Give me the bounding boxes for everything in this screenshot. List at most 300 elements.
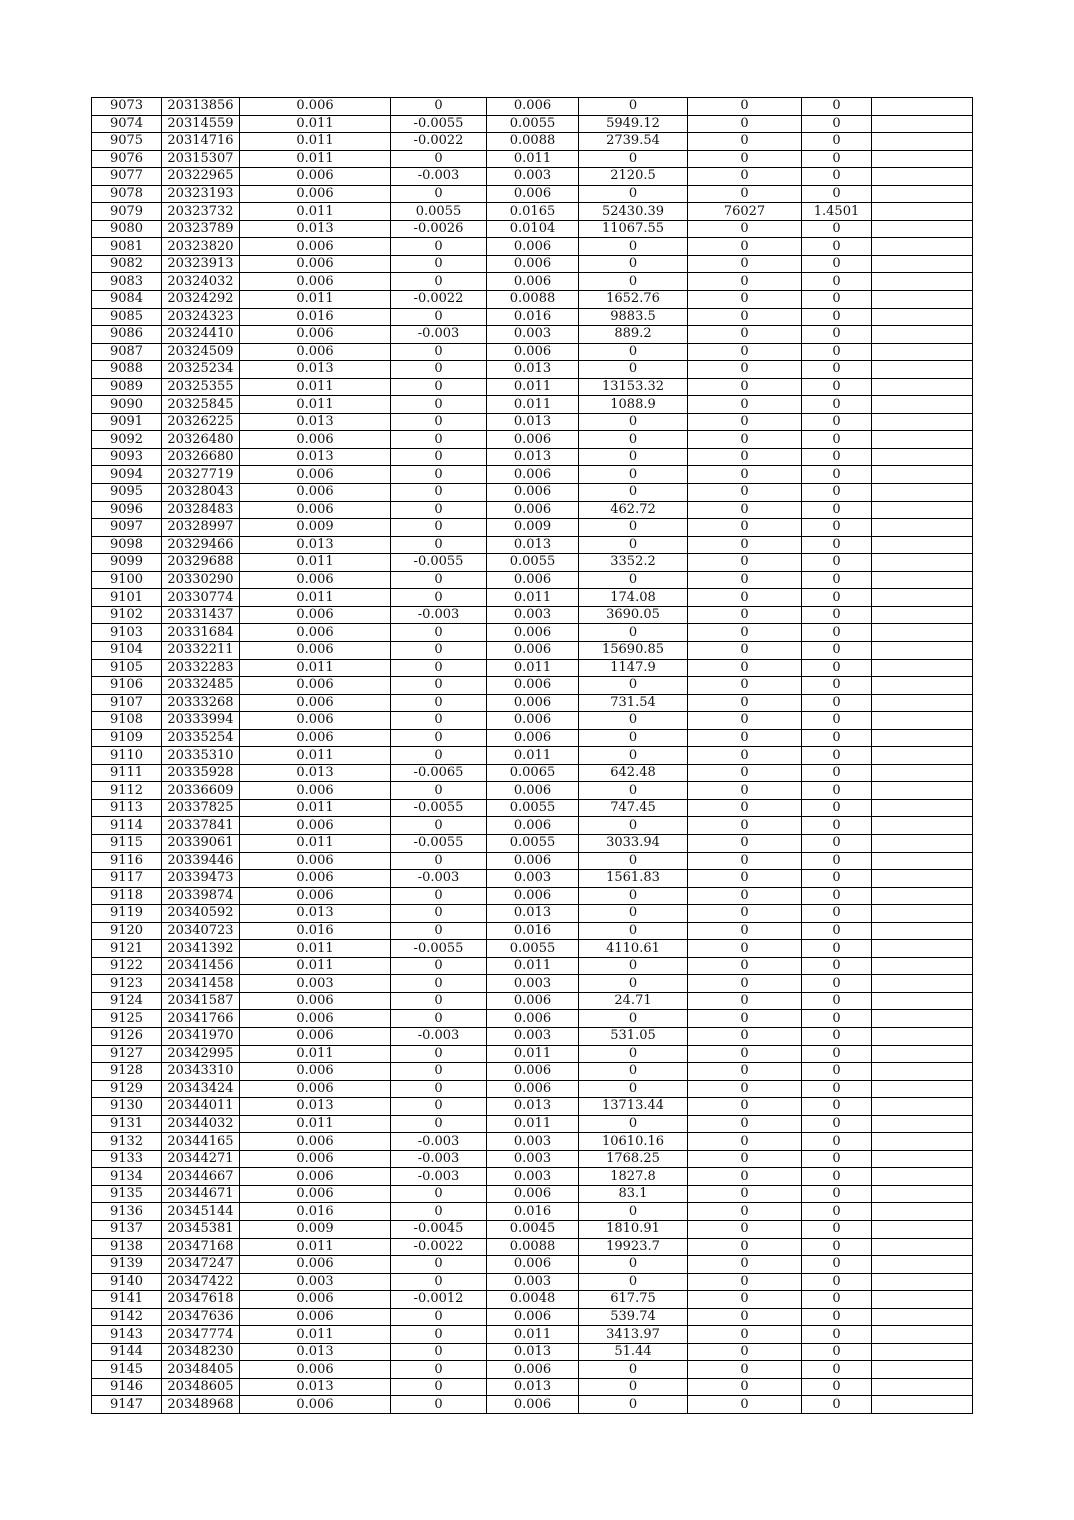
cell-record-id: 20344271 [162,1150,240,1168]
table-row [92,1010,973,1028]
cell-value-a: 0.006 [240,641,391,659]
cell-amount: 1827.8 [579,1168,688,1186]
cell-blank [872,1221,973,1239]
cell-value-a: 0.006 [240,992,391,1010]
cell-blank [872,185,973,203]
cell-value-a: 0.011 [240,378,391,396]
cell-count: 0 [688,1133,802,1151]
cell-value-b: 0 [391,1185,487,1203]
cell-ratio: 0 [802,98,872,116]
cell-value-a: 0.006 [240,326,391,344]
cell-row-number: 9089 [92,378,162,396]
cell-value-b: 0 [391,273,487,291]
cell-count: 0 [688,448,802,466]
cell-record-id: 20322965 [162,168,240,186]
cell-record-id: 20325355 [162,378,240,396]
cell-ratio: 0 [802,1221,872,1239]
cell-record-id: 20329688 [162,554,240,572]
cell-blank [872,554,973,572]
table-row [92,870,973,888]
cell-row-number: 9146 [92,1378,162,1396]
cell-ratio: 0 [802,1010,872,1028]
cell-value-b: 0 [391,1326,487,1344]
cell-blank [872,1133,973,1151]
cell-row-number: 9130 [92,1098,162,1116]
cell-count: 0 [688,1256,802,1274]
table-row [92,1063,973,1081]
cell-ratio: 0 [802,220,872,238]
cell-amount: 3352.2 [579,554,688,572]
cell-ratio: 0 [802,729,872,747]
cell-blank [872,291,973,309]
cell-count: 0 [688,817,802,835]
cell-value-b: 0 [391,905,487,923]
cell-record-id: 20343310 [162,1063,240,1081]
cell-blank [872,834,973,852]
cell-row-number: 9113 [92,799,162,817]
cell-record-id: 20340723 [162,922,240,940]
cell-count: 0 [688,834,802,852]
cell-ratio: 0 [802,571,872,589]
cell-blank [872,1063,973,1081]
cell-value-a: 0.011 [240,589,391,607]
cell-value-b: 0 [391,659,487,677]
cell-amount: 3033.94 [579,834,688,852]
cell-count: 0 [688,150,802,168]
cell-amount: 11067.55 [579,220,688,238]
cell-value-b: 0 [391,922,487,940]
cell-record-id: 20341392 [162,940,240,958]
table-row [92,291,973,309]
table-row [92,343,973,361]
cell-count: 0 [688,1308,802,1326]
table-row [92,115,973,133]
cell-count: 0 [688,115,802,133]
cell-blank [872,589,973,607]
cell-record-id: 20344011 [162,1098,240,1116]
cell-count: 0 [688,1203,802,1221]
cell-value-b: 0 [391,1378,487,1396]
cell-value-b: 0 [391,396,487,414]
cell-value-b: 0 [391,782,487,800]
cell-amount: 0 [579,677,688,695]
cell-count: 0 [688,1396,802,1414]
cell-record-id: 20314559 [162,115,240,133]
cell-ratio: 0 [802,870,872,888]
cell-row-number: 9127 [92,1045,162,1063]
table-row [92,887,973,905]
data-table [91,97,973,1414]
cell-value-b: 0 [391,484,487,502]
cell-count: 0 [688,1326,802,1344]
table-row [92,1291,973,1309]
cell-value-b: -0.0022 [391,291,487,309]
cell-amount: 1147.9 [579,659,688,677]
cell-count: 0 [688,922,802,940]
cell-blank [872,957,973,975]
cell-amount: 0 [579,1273,688,1291]
cell-row-number: 9107 [92,694,162,712]
cell-count: 0 [688,361,802,379]
cell-value-a: 0.006 [240,887,391,905]
cell-value-a: 0.006 [240,1256,391,1274]
cell-row-number: 9102 [92,606,162,624]
cell-blank [872,484,973,502]
cell-count: 0 [688,1063,802,1081]
cell-value-b: -0.0022 [391,133,487,151]
cell-value-a: 0.006 [240,677,391,695]
cell-count: 0 [688,1221,802,1239]
table-row [92,922,973,940]
cell-blank [872,238,973,256]
cell-record-id: 20335310 [162,747,240,765]
cell-row-number: 9101 [92,589,162,607]
cell-amount: 0 [579,571,688,589]
cell-blank [872,361,973,379]
cell-blank [872,378,973,396]
cell-amount: 83.1 [579,1185,688,1203]
cell-blank [872,150,973,168]
cell-value-c: 0.006 [487,1396,579,1414]
cell-value-b: -0.0022 [391,1238,487,1256]
cell-value-c: 0.0065 [487,764,579,782]
table-row [92,940,973,958]
cell-ratio: 0 [802,641,872,659]
cell-blank [872,501,973,519]
cell-value-c: 0.006 [487,273,579,291]
cell-value-a: 0.006 [240,1168,391,1186]
cell-amount: 0 [579,1203,688,1221]
cell-value-b: 0 [391,1063,487,1081]
table-row [92,413,973,431]
cell-blank [872,168,973,186]
cell-record-id: 20332211 [162,641,240,659]
cell-amount: 0 [579,624,688,642]
cell-count: 0 [688,431,802,449]
cell-ratio: 0 [802,589,872,607]
table-row [92,1396,973,1414]
cell-amount: 531.05 [579,1027,688,1045]
cell-count: 0 [688,589,802,607]
cell-value-c: 0.006 [487,624,579,642]
cell-count: 0 [688,747,802,765]
cell-ratio: 0 [802,1080,872,1098]
cell-count: 0 [688,1080,802,1098]
cell-count: 0 [688,554,802,572]
cell-ratio: 0 [802,150,872,168]
table-row [92,255,973,273]
cell-value-c: 0.006 [487,1361,579,1379]
cell-amount: 19923.7 [579,1238,688,1256]
cell-ratio: 0 [802,922,872,940]
cell-blank [872,712,973,730]
cell-value-c: 0.009 [487,519,579,537]
cell-value-c: 0.006 [487,1063,579,1081]
cell-ratio: 0 [802,1063,872,1081]
cell-value-c: 0.003 [487,1027,579,1045]
cell-value-c: 0.011 [487,747,579,765]
cell-value-a: 0.006 [240,712,391,730]
cell-value-a: 0.006 [240,98,391,116]
cell-value-b: 0 [391,448,487,466]
cell-row-number: 9119 [92,905,162,923]
cell-value-a: 0.011 [240,554,391,572]
table-row [92,484,973,502]
cell-row-number: 9141 [92,1291,162,1309]
cell-row-number: 9103 [92,624,162,642]
cell-value-b: -0.0055 [391,554,487,572]
cell-record-id: 20348230 [162,1343,240,1361]
table-row [92,238,973,256]
cell-ratio: 0 [802,694,872,712]
cell-value-c: 0.006 [487,1185,579,1203]
cell-count: 0 [688,729,802,747]
table-row [92,1326,973,1344]
cell-count: 0 [688,852,802,870]
table-row [92,1361,973,1379]
cell-row-number: 9126 [92,1027,162,1045]
cell-value-a: 0.006 [240,185,391,203]
cell-amount: 24.71 [579,992,688,1010]
cell-blank [872,203,973,221]
cell-blank [872,782,973,800]
cell-value-b: 0 [391,694,487,712]
cell-record-id: 20339446 [162,852,240,870]
cell-row-number: 9117 [92,870,162,888]
table-row [92,1045,973,1063]
cell-count: 0 [688,1273,802,1291]
cell-ratio: 0 [802,484,872,502]
cell-value-a: 0.006 [240,273,391,291]
cell-value-b: -0.003 [391,1168,487,1186]
cell-value-a: 0.006 [240,1010,391,1028]
cell-ratio: 0 [802,782,872,800]
cell-value-b: 0 [391,677,487,695]
cell-value-a: 0.011 [240,115,391,133]
cell-value-c: 0.006 [487,641,579,659]
cell-value-c: 0.0165 [487,203,579,221]
table-row [92,185,973,203]
cell-value-a: 0.011 [240,799,391,817]
cell-value-c: 0.003 [487,870,579,888]
table-row [92,834,973,852]
cell-ratio: 0 [802,834,872,852]
table-row [92,98,973,116]
cell-blank [872,992,973,1010]
cell-count: 0 [688,940,802,958]
cell-blank [872,1098,973,1116]
cell-count: 0 [688,1378,802,1396]
cell-ratio: 0 [802,905,872,923]
cell-amount: 0 [579,413,688,431]
cell-record-id: 20314716 [162,133,240,151]
cell-amount: 0 [579,448,688,466]
cell-value-a: 0.006 [240,870,391,888]
cell-value-b: 0 [391,343,487,361]
cell-blank [872,1185,973,1203]
cell-value-b: 0 [391,712,487,730]
cell-value-c: 0.013 [487,536,579,554]
cell-value-b: 0 [391,1343,487,1361]
cell-value-c: 0.011 [487,1326,579,1344]
cell-row-number: 9121 [92,940,162,958]
cell-value-a: 0.011 [240,396,391,414]
cell-row-number: 9085 [92,308,162,326]
cell-record-id: 20323820 [162,238,240,256]
cell-count: 0 [688,220,802,238]
cell-value-c: 0.013 [487,1378,579,1396]
table-row [92,150,973,168]
table-row [92,992,973,1010]
cell-row-number: 9077 [92,168,162,186]
cell-value-b: 0 [391,624,487,642]
cell-value-a: 0.006 [240,817,391,835]
cell-blank [872,1396,973,1414]
cell-value-b: -0.003 [391,1150,487,1168]
cell-record-id: 20324292 [162,291,240,309]
cell-value-c: 0.006 [487,992,579,1010]
cell-blank [872,273,973,291]
table-row [92,659,973,677]
table-row [92,308,973,326]
cell-blank [872,729,973,747]
cell-row-number: 9110 [92,747,162,765]
cell-value-b: 0 [391,501,487,519]
cell-amount: 9883.5 [579,308,688,326]
cell-value-a: 0.006 [240,466,391,484]
cell-row-number: 9099 [92,554,162,572]
cell-record-id: 20315307 [162,150,240,168]
cell-record-id: 20333268 [162,694,240,712]
cell-value-b: 0 [391,1256,487,1274]
cell-row-number: 9137 [92,1221,162,1239]
cell-value-b: -0.003 [391,326,487,344]
cell-value-a: 0.011 [240,1045,391,1063]
cell-count: 0 [688,1098,802,1116]
cell-value-a: 0.006 [240,1308,391,1326]
cell-blank [872,641,973,659]
cell-blank [872,975,973,993]
table-row [92,273,973,291]
cell-value-a: 0.011 [240,957,391,975]
cell-count: 0 [688,624,802,642]
cell-count: 0 [688,1168,802,1186]
cell-amount: 0 [579,905,688,923]
cell-value-c: 0.006 [487,782,579,800]
cell-value-c: 0.011 [487,396,579,414]
cell-row-number: 9088 [92,361,162,379]
cell-amount: 0 [579,466,688,484]
cell-ratio: 0 [802,413,872,431]
cell-row-number: 9076 [92,150,162,168]
cell-ratio: 0 [802,1098,872,1116]
cell-blank [872,98,973,116]
table-row [92,1150,973,1168]
cell-record-id: 20348968 [162,1396,240,1414]
cell-value-c: 0.003 [487,1273,579,1291]
cell-value-c: 0.013 [487,905,579,923]
cell-record-id: 20341766 [162,1010,240,1028]
cell-record-id: 20339874 [162,887,240,905]
cell-amount: 0 [579,238,688,256]
table-row [92,554,973,572]
cell-count: 0 [688,378,802,396]
cell-value-a: 0.006 [240,1133,391,1151]
cell-value-b: 0 [391,466,487,484]
cell-value-c: 0.0045 [487,1221,579,1239]
table-row [92,1203,973,1221]
cell-amount: 0 [579,484,688,502]
cell-value-a: 0.011 [240,659,391,677]
cell-count: 0 [688,992,802,1010]
cell-value-b: 0 [391,992,487,1010]
cell-record-id: 20341587 [162,992,240,1010]
cell-blank [872,1273,973,1291]
cell-value-c: 0.006 [487,852,579,870]
cell-value-c: 0.006 [487,98,579,116]
cell-value-b: -0.0012 [391,1291,487,1309]
cell-amount: 0 [579,852,688,870]
cell-record-id: 20323193 [162,185,240,203]
cell-count: 0 [688,1361,802,1379]
cell-value-b: 0 [391,887,487,905]
cell-value-c: 0.006 [487,571,579,589]
cell-value-a: 0.013 [240,413,391,431]
cell-value-c: 0.016 [487,308,579,326]
cell-ratio: 0 [802,1308,872,1326]
cell-row-number: 9090 [92,396,162,414]
cell-row-number: 9083 [92,273,162,291]
cell-value-c: 0.006 [487,466,579,484]
table-row [92,1238,973,1256]
cell-blank [872,799,973,817]
cell-count: 0 [688,326,802,344]
cell-amount: 5949.12 [579,115,688,133]
cell-record-id: 20327719 [162,466,240,484]
cell-value-a: 0.006 [240,782,391,800]
cell-row-number: 9105 [92,659,162,677]
cell-count: 0 [688,870,802,888]
cell-value-b: 0 [391,589,487,607]
cell-value-a: 0.006 [240,431,391,449]
cell-row-number: 9147 [92,1396,162,1414]
cell-value-c: 0.003 [487,168,579,186]
cell-count: 0 [688,291,802,309]
cell-count: 0 [688,168,802,186]
cell-ratio: 0 [802,133,872,151]
table-row [92,1256,973,1274]
cell-record-id: 20345144 [162,1203,240,1221]
cell-row-number: 9109 [92,729,162,747]
cell-count: 0 [688,1238,802,1256]
table-row [92,396,973,414]
cell-value-c: 0.006 [487,712,579,730]
cell-ratio: 0 [802,975,872,993]
cell-row-number: 9134 [92,1168,162,1186]
cell-count: 0 [688,957,802,975]
cell-row-number: 9106 [92,677,162,695]
cell-record-id: 20348605 [162,1378,240,1396]
cell-amount: 539.74 [579,1308,688,1326]
cell-count: 0 [688,466,802,484]
cell-blank [872,1343,973,1361]
cell-row-number: 9131 [92,1115,162,1133]
cell-value-c: 0.003 [487,1150,579,1168]
table-row [92,1168,973,1186]
table-row [92,1308,973,1326]
cell-count: 0 [688,1045,802,1063]
table-row [92,1221,973,1239]
